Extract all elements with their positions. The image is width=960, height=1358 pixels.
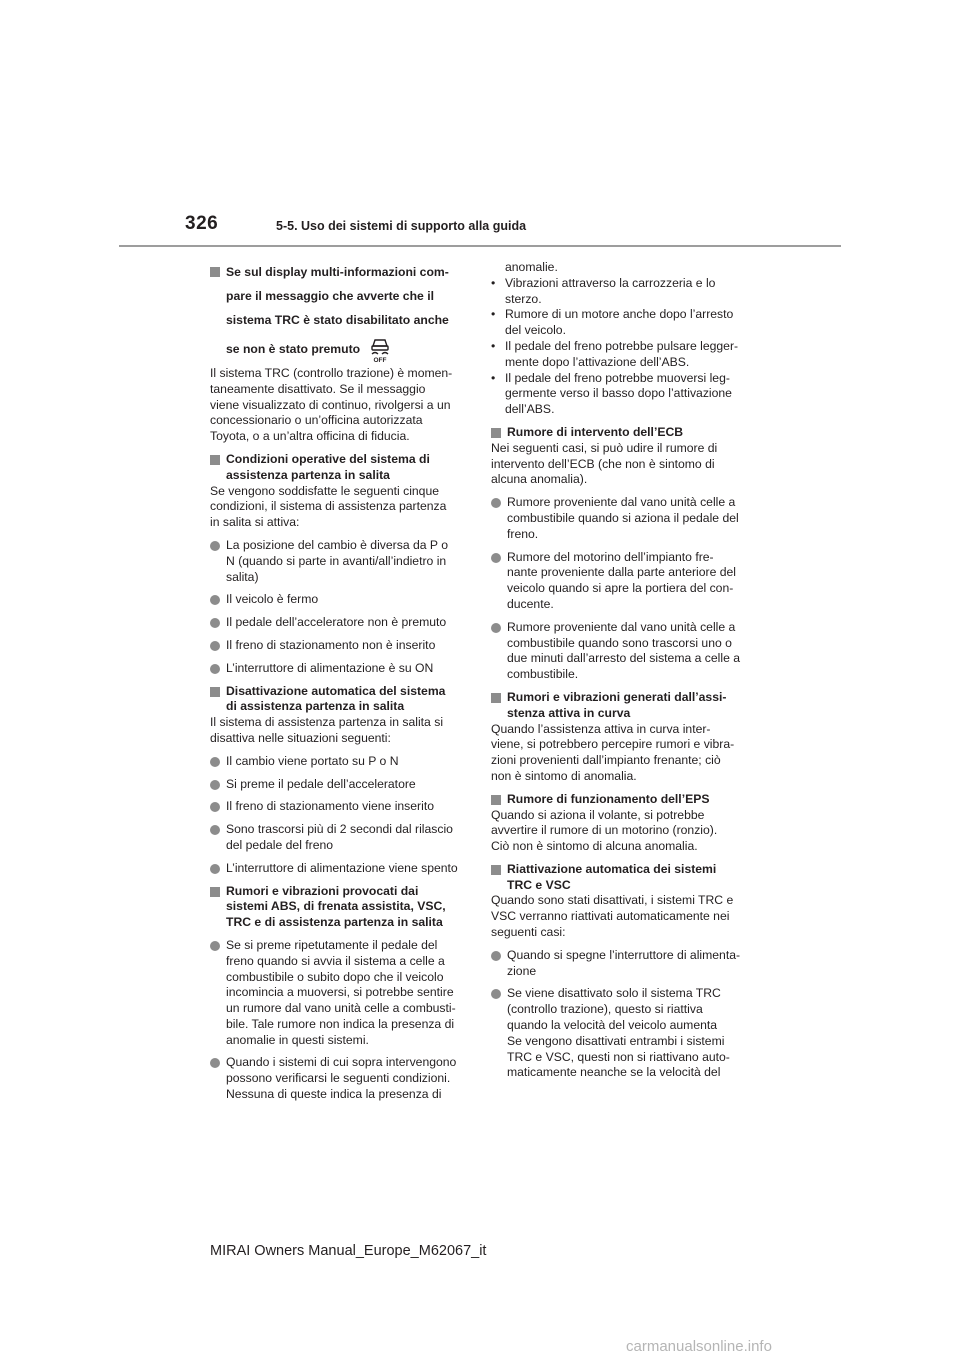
round-bullet-icon <box>491 623 501 633</box>
round-bullet-icon <box>491 498 501 508</box>
dash-item: • Il pedale del freno potrebbe pulsare legger- mente dopo l’attivazione dell’ABS. <box>491 338 739 369</box>
round-bullet-icon <box>491 951 501 961</box>
manual-footer: MIRAI Owners Manual_Europe_M62067_it <box>210 1243 487 1259</box>
section-heading-trc-message: Se sul display multi-informazioni com- pare il messaggio che avverte che il sistema TRC è stato disabilitato anche se non è stato premuto OFF <box>210 260 470 366</box>
section-heading-trc-vsc-reactivation: Riattivazione automatica dei sistemi TRC e VSC <box>491 862 751 894</box>
round-bullet-icon <box>210 595 220 605</box>
list-item: Si preme il pedale dell’acceleratore <box>210 777 470 793</box>
list-item: Il veicolo è fermo <box>210 592 470 608</box>
list-item: Il freno di stazionamento viene inserito <box>210 799 470 815</box>
round-bullet-icon <box>210 641 220 651</box>
section-heading-abs-noise: Rumori e vibrazioni provocati dai sistemi ABS, di frenata assistita, VSC, TRC e di assistenza partenza in salita <box>210 884 470 931</box>
round-bullet-icon <box>210 941 220 951</box>
round-bullet-icon <box>210 757 220 767</box>
svg-text:OFF: OFF <box>373 356 387 363</box>
list-item: L’interruttore di alimentazione viene spento <box>210 861 470 877</box>
list-item: Rumore proveniente dal vano unità celle a combustibile quando sono trascorsi uno o due minuti dall’arresto del sistema a celle a combustibile. <box>491 620 751 683</box>
section-heading-hill-start-deactivation: Disattivazione automatica del sistema di assistenza partenza in salita <box>210 684 470 716</box>
section-heading-hill-start-conditions: Condizioni operative del sistema di assistenza partenza in salita <box>210 452 470 484</box>
square-bullet-icon <box>491 428 501 438</box>
round-bullet-icon <box>210 825 220 835</box>
square-bullet-icon <box>491 795 501 805</box>
paragraph: Il sistema TRC (controllo trazione) è momen- taneamente disattivato. Se il messaggio viene visualizzato di continuo, rivolgersi a un concessionario o un’officina autorizzata Toyota, o a un’altra officina di fiducia. <box>210 366 453 444</box>
paragraph: Quando l’assistenza attiva in curva inter- viene, si potrebbero percepire rumori e vibra- zioni provenienti dall’impianto frenante; ciò non è sintomo di anomalia. <box>491 721 735 783</box>
list-item: Quando i sistemi di cui sopra intervengono possono verificarsi le seguenti condizioni. Nessuna di queste indica la presenza di <box>210 1055 470 1102</box>
section-heading-ecb-noise: Rumore di intervento dell’ECB <box>491 425 751 441</box>
round-bullet-icon <box>491 553 501 563</box>
list-item: Rumore proveniente dal vano unità celle a combustibile quando si aziona il pedale del freno. <box>491 495 751 542</box>
vsc-off-icon <box>369 337 391 363</box>
paragraph: Quando sono stati disattivati, i sistemi TRC e VSC verranno riattivati automaticamente nei seguenti casi: <box>491 893 734 940</box>
list-item: Se si preme ripetutamente il pedale del freno quando si avvia il sistema a celle a combustibile o subito dopo che il veicolo incomincia a muoversi, si potrebbe sentire un rumore dal vano unità celle a combusti- bile. Tale rumore non indica la presenza di anomalie in questi sistemi. <box>210 938 470 1049</box>
list-item: Il cambio viene portato su P o N <box>210 754 470 770</box>
round-bullet-icon <box>210 780 220 790</box>
dash-item: • Rumore di un motore anche dopo l’arresto del veicolo. <box>491 307 734 338</box>
paragraph: Nei seguenti casi, si può udire il rumore di intervento dell’ECB (che non è sintomo di alcuna anomalia). <box>491 440 718 487</box>
right-column <box>491 260 751 1088</box>
watermark: carmanualsonline.info <box>626 1338 772 1355</box>
list-item: Il freno di stazionamento non è inserito <box>210 638 470 654</box>
paragraph: Se vengono soddisfatte le seguenti cinque condizioni, il sistema di assistenza partenza in salita si attiva: <box>210 483 447 530</box>
round-bullet-icon <box>210 541 220 551</box>
square-bullet-icon <box>491 865 501 875</box>
list-item: Rumore del motorino dell’impianto fre- nante proveniente dalla parte anteriore del veicolo quando si apre la portiera del con- ducente. <box>491 550 751 613</box>
square-bullet-icon <box>491 693 501 703</box>
round-bullet-icon <box>491 989 501 999</box>
list-item: Sono trascorsi più di 2 secondi dal rilascio del pedale del freno <box>210 822 470 854</box>
round-bullet-icon <box>210 1058 220 1068</box>
square-bullet-icon <box>210 687 220 697</box>
page-number: 326 <box>185 213 219 234</box>
list-item: L’interruttore di alimentazione è su ON <box>210 661 470 677</box>
dash-item: • Il pedale del freno potrebbe muoversi leg- germente verso il basso dopo l’attivazione dell’ABS. <box>491 370 732 417</box>
dash-item: • Vibrazioni attraverso la carrozzeria e lo sterzo. <box>491 275 716 306</box>
list-item: La posizione del cambio è diversa da P o N (quando si parte in avanti/all’indietro in salita) <box>210 538 470 585</box>
paragraph: Quando si aziona il volante, si potrebbe avvertire il rumore di un motorino (ronzio). Ciò non è sintomo di alcuna anomalia. <box>491 807 718 854</box>
section-heading-active-cornering: Rumori e vibrazioni generati dall’assi- stenza attiva in curva <box>491 690 751 722</box>
left-column <box>210 260 470 1110</box>
round-bullet-icon <box>210 618 220 628</box>
round-bullet-icon <box>210 664 220 674</box>
chapter-title: 5-5. Uso dei sistemi di supporto alla guida <box>276 219 527 233</box>
square-bullet-icon <box>210 887 220 897</box>
list-item: Se viene disattivato solo il sistema TRC (controllo trazione), questo si riattiva quando la velocità del veicolo aumenta Se vengono disattivati entrambi i sistemi TRC e VSC, questi non si riattivano auto- maticamente neanche se la velocità del <box>491 986 751 1081</box>
paragraph: Il sistema di assistenza partenza in salita si disattiva nelle situazioni seguenti: <box>210 715 444 745</box>
list-item: Il pedale dell’acceleratore non è premuto <box>210 615 470 631</box>
section-heading-eps-noise: Rumore di funzionamento dell’EPS <box>491 792 751 808</box>
round-bullet-icon <box>210 802 220 812</box>
square-bullet-icon <box>210 267 220 277</box>
list-item: Quando si spegne l’interruttore di alimenta- zione <box>491 948 751 980</box>
continued-text: anomalie. <box>505 260 558 274</box>
round-bullet-icon <box>210 864 220 874</box>
square-bullet-icon <box>210 455 220 465</box>
header-rule <box>119 245 841 247</box>
